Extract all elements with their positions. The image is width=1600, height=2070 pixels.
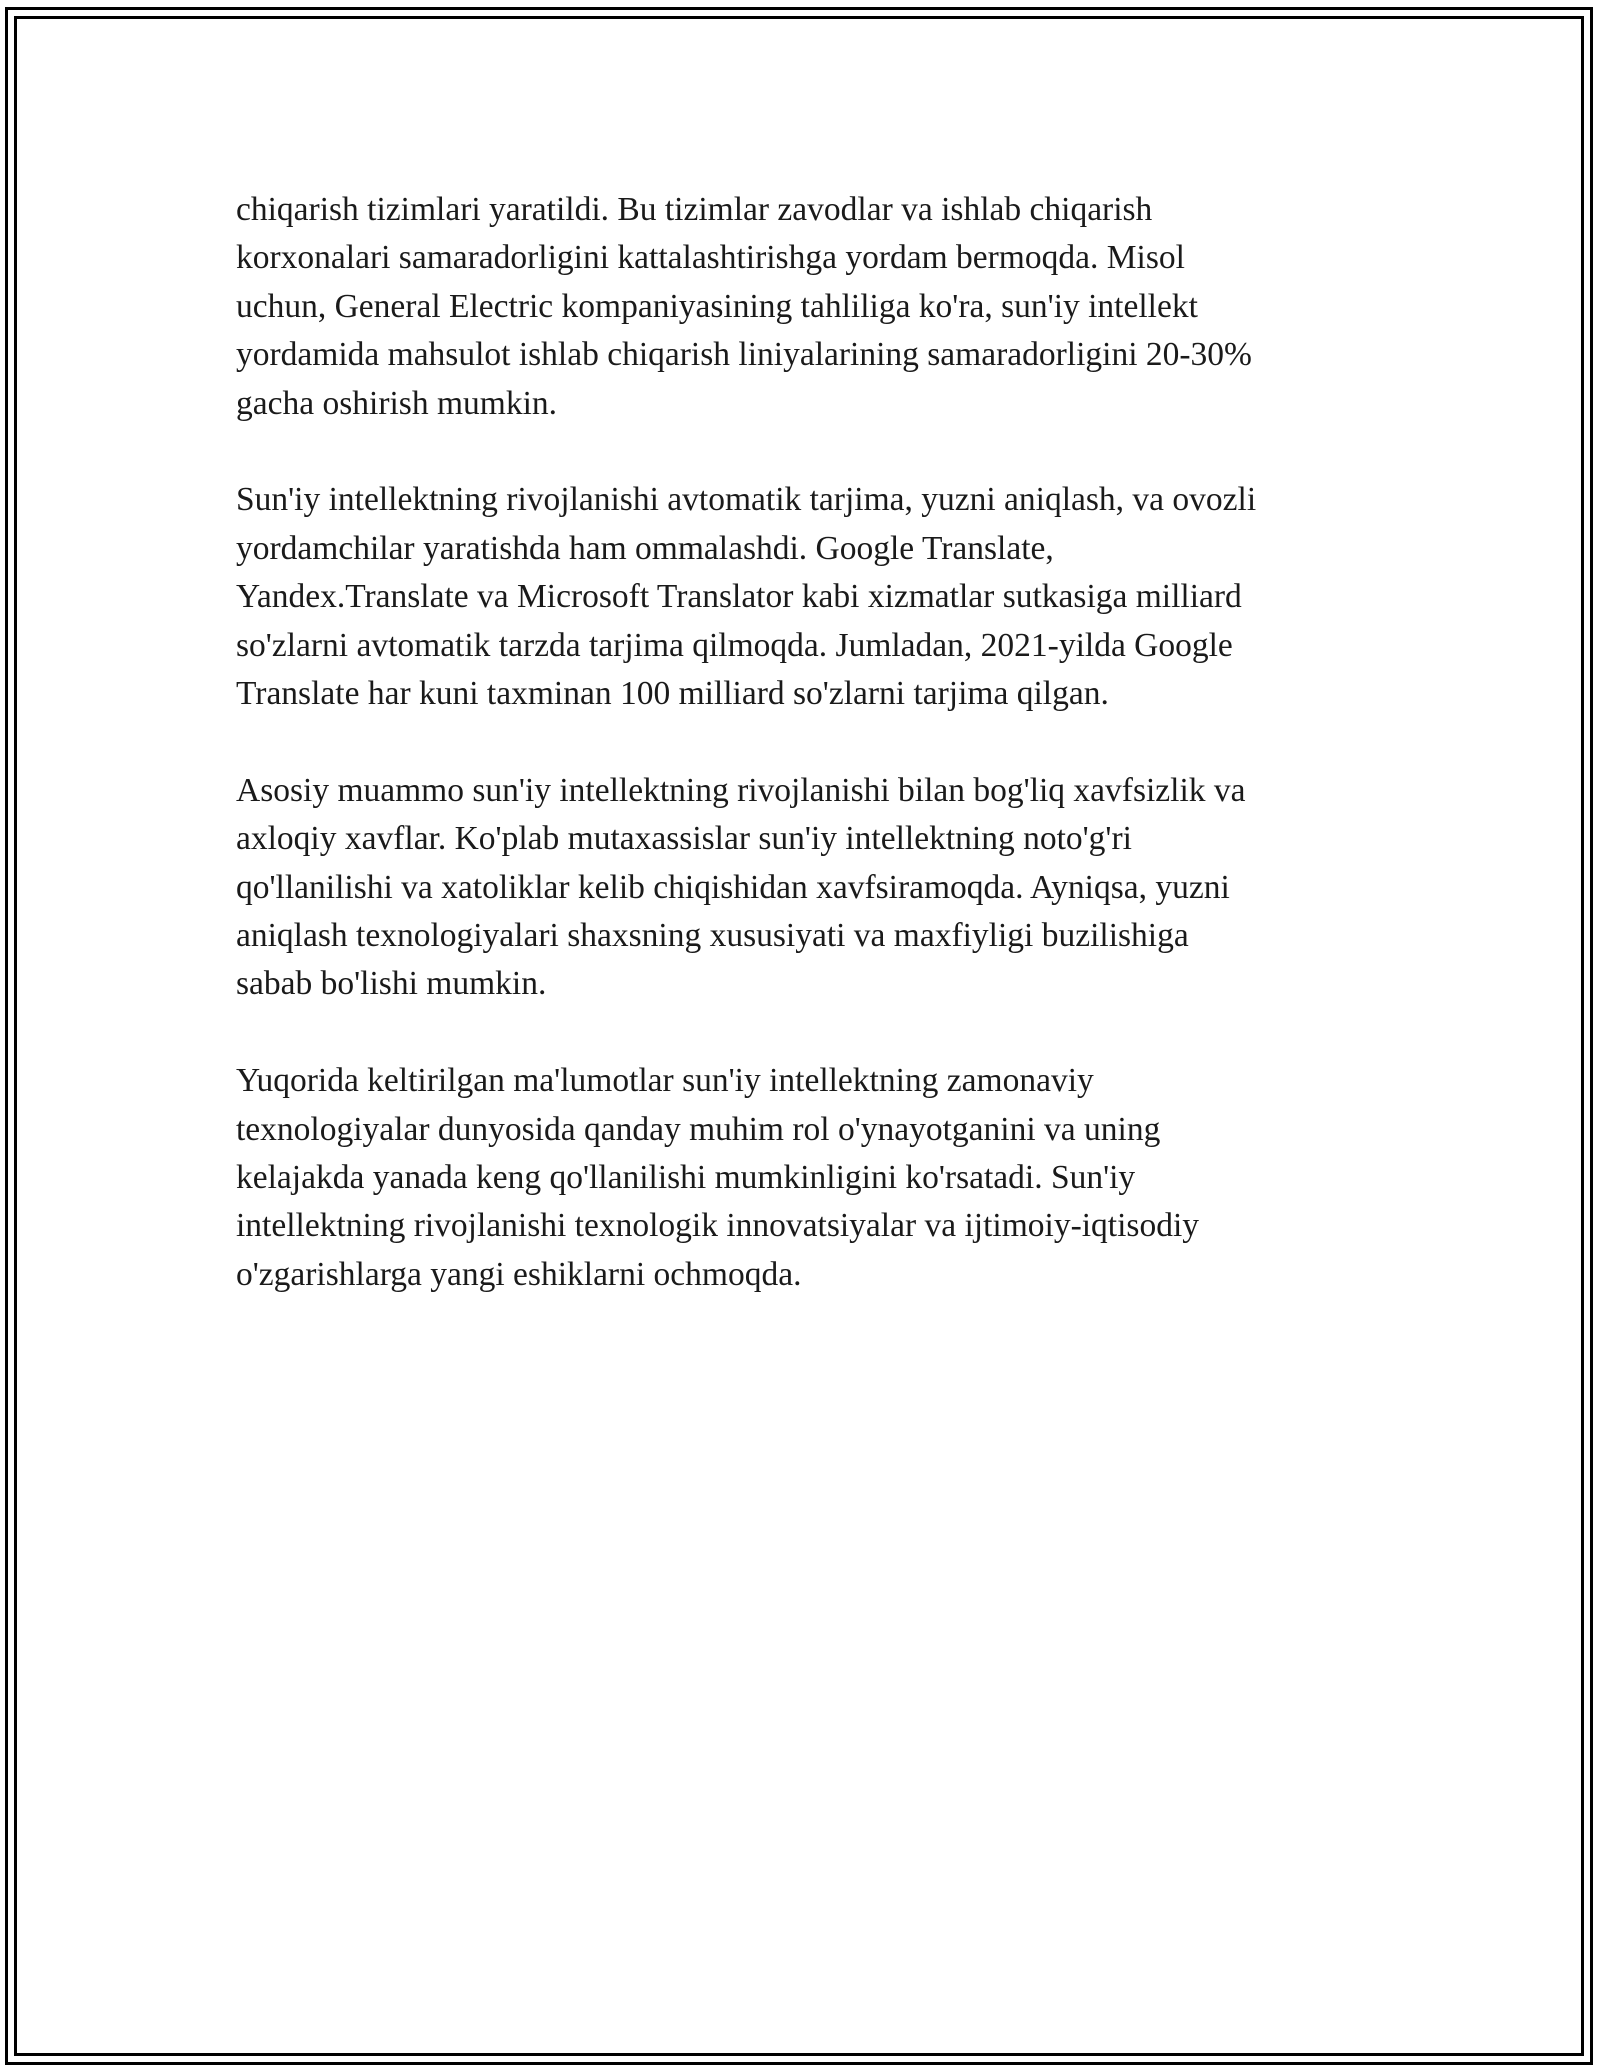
text-line: o'zgarishlarga yangi eshiklarni ochmoqda. <box>236 1255 802 1293</box>
text-line: yordamida mahsulot ishlab chiqarish liniyalarining samaradorligini 20-30% <box>236 336 1252 374</box>
text-line: chiqarish tizimlari yaratildi. Bu tizimlar zavodlar va ishlab chiqarish <box>236 191 1153 228</box>
paragraph-2 <box>236 476 1376 718</box>
document-body <box>236 186 1376 1348</box>
paragraph-3 <box>236 767 1376 1009</box>
text-line: Sun'iy intellektning rivojlanishi avtomatik tarjima, yuzni aniqlash, va ovozli <box>236 481 1257 519</box>
text-line: sabab bo'lishi mumkin. <box>236 965 547 1003</box>
text-line: yordamchilar yaratishda ham ommalashdi. Google Translate, <box>236 529 1054 567</box>
text-line: axloqiy xavflar. Ko'plab mutaxassislar sun'iy intellektning noto'g'ri <box>236 820 1132 858</box>
text-line: Yandex.Translate va Microsoft Translator kabi xizmatlar sutkasiga milliard <box>236 578 1242 616</box>
text-line: gacha oshirish mumkin. <box>236 384 557 422</box>
text-line: so'zlarni avtomatik tarzda tarjima qilmoqda. Jumladan, 2021-yilda Google <box>236 626 1233 664</box>
text-line: Translate har kuni taxminan 100 milliard so'zlarni tarjima qilgan. <box>236 675 1109 713</box>
text-line: qo'llanilishi va xatoliklar kelib chiqishidan xavfsiramoqda. Ayniqsa, yuzni <box>236 868 1230 906</box>
text-line: uchun, General Electric kompaniyasining tahliliga ko'ra, sun'iy intellekt <box>236 287 1198 325</box>
text-line: texnologiyalar dunyosida qanday muhim rol o'ynayotganini va uning <box>236 1110 1161 1148</box>
paragraph-4 <box>236 1057 1376 1299</box>
text-line: Asosiy muammo sun'iy intellektning rivojlanishi bilan bog'liq xavfsizlik va <box>236 771 1246 809</box>
text-line: intellektning rivojlanishi texnologik innovatsiyalar va ijtimoiy-iqtisodiy <box>236 1207 1200 1245</box>
text-line: aniqlash texnologiyalari shaxsning xususiyati va maxfiyligi buzilishiga <box>236 917 1189 955</box>
text-line: kelajakda yanada keng qo'llanilishi mumkinligini ko'rsatadi. Sun'iy <box>236 1159 1136 1197</box>
paragraph-1 <box>236 186 1376 428</box>
text-line: korxonalari samaradorligini kattalashtirishga yordam bermoqda. Misol <box>236 239 1185 277</box>
text-line: Yuqorida keltirilgan ma'lumotlar sun'iy intellektning zamonaviy <box>236 1062 1094 1100</box>
